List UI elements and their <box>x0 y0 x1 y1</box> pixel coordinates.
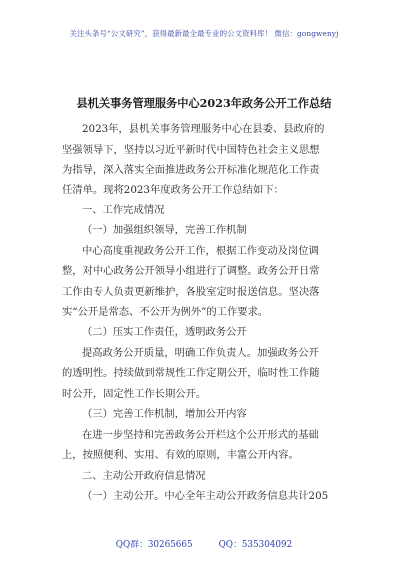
footer-contact <box>0 537 408 550</box>
subsection-heading: （三）完善工作机制，增加公开内容 <box>82 408 247 420</box>
paragraph-line: 工作由专人负责更新维护，各股室定时报送信息。坚决落 <box>62 286 320 298</box>
subsection-heading: （一）主动公开。中心全年主动公开政务信息共计205 <box>82 490 329 502</box>
paragraph-line: 2023年，县机关事务管理服务中心在县委、县政府的 <box>82 123 325 135</box>
paragraph-line: 任清单。现将2023年度政务公开工作总结如下： <box>62 184 284 196</box>
subsection-heading: （一）加强组织领导，完善工作机制 <box>82 224 247 236</box>
document-title: 县机关事务管理服务中心2023年政务公开工作总结 <box>76 96 332 110</box>
paragraph-line: 坚强领导下，坚持以习近平新时代中国特色社会主义思想 <box>62 144 320 156</box>
paragraph-line: 提高政务公开质量，明确工作负责人。加强政务公开 <box>82 347 319 359</box>
header-banner: 关注头条号“公文研究”，获得最新最全最专业的公文资料库！ 微信：gongwenyj <box>69 29 339 38</box>
paragraph-line: 为指导，深入落实全面推进政务公开标准化规范化工作责 <box>62 164 320 176</box>
paragraph-line: 在进一步坚持和完善政务公开栏这个公开形式的基础 <box>82 429 319 441</box>
section-heading: 二、主动公开政府信息情况 <box>82 470 206 482</box>
paragraph-line: 上，按照便利、实用、有效的原则，丰富公开内容。 <box>62 449 299 461</box>
paragraph-line: 实“公开是常态、不公开为例外”的工作要求。 <box>62 306 269 318</box>
paragraph-line: 的透明性。持续做到常规性工作定期公开，临时性工作随 <box>62 367 320 379</box>
section-heading: 一、工作完成情况 <box>82 204 165 216</box>
paragraph-line: 时公开，固定性工作长期公开。 <box>62 388 207 400</box>
qq-text: QQ：535304092 <box>218 540 293 550</box>
paragraph-line: 整，对中心政务公开领导小组进行了调整。政务公开日常 <box>62 265 320 277</box>
qq-group-text: QQ群：30265665 <box>115 540 193 550</box>
paragraph-line: 中心高度重视政务公开工作，根据工作变动及岗位调 <box>82 245 319 257</box>
subsection-heading: （二）压实工作责任，透明政务公开 <box>82 326 247 338</box>
